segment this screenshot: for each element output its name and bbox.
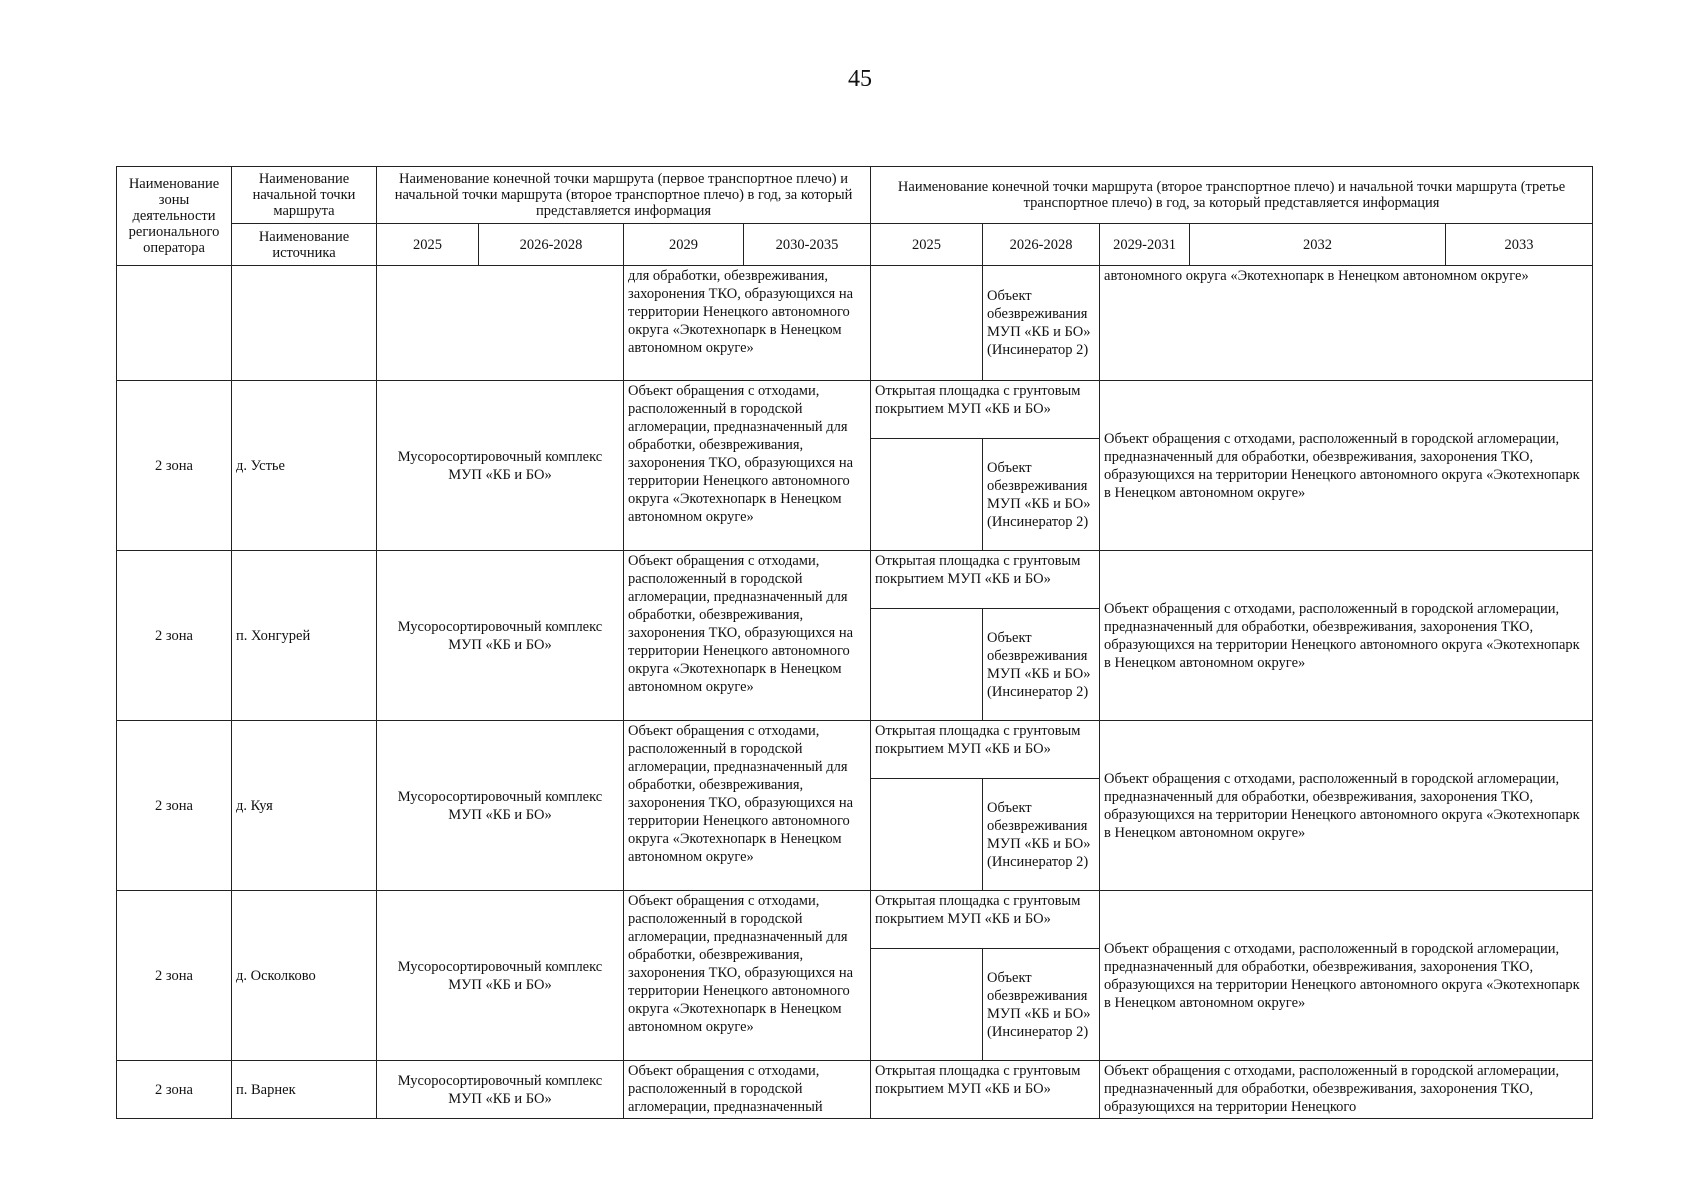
facility-cell: Объект обращения с отходами, расположенный в городской агломерации, предназначенный для обработки, обезвреживания, захоронения ТКО, образующихся на территории Ненецкого автономного округа «Экотехнопарк в Ненецком автономном округе»	[624, 381, 871, 551]
incinerator-cell: Объект обезвреживания МУП «КБ и БО» (Инсинератор 2)	[983, 609, 1100, 721]
incinerator-cell: Объект обезвреживания МУП «КБ и БО» (Инсинератор 2)	[983, 779, 1100, 891]
year-cell: 2026-2028	[479, 224, 624, 266]
page-number: 45	[848, 66, 872, 92]
source-cell: Мусоросортировочный комплекс МУП «КБ и БО»	[377, 551, 624, 721]
facility2-cell: Объект обращения с отходами, расположенный в городской агломерации, предназначенный для обработки, обезвреживания, захоронения ТКО, образующихся на территории Ненецкого автономного округа «Экотехнопарк в Ненецком автономном округе»	[1100, 721, 1593, 891]
table-row	[117, 381, 1593, 439]
zone-cell: 2 зона	[117, 721, 232, 891]
site-cell: Открытая площадка с грунтовым покрытием МУП «КБ и БО»	[871, 1061, 1100, 1119]
facility-cell: Объект обращения с отходами, расположенный в городской агломерации, предназначенный	[624, 1061, 871, 1119]
facility-cell: Объект обращения с отходами, расположенный в городской агломерации, предназначенный для обработки, обезвреживания, захоронения ТКО, образующихся на территории Ненецкого автономного округа «Экотехнопарк в Ненецком автономном округе»	[624, 551, 871, 721]
header-row-2	[117, 224, 1593, 266]
year-cell: 2029	[624, 224, 744, 266]
site-cell: Открытая площадка с грунтовым покрытием МУП «КБ и БО»	[871, 381, 1100, 439]
header-start-point: Наименование начальной точки маршрута	[232, 167, 377, 224]
facility-cell: Объект обращения с отходами, расположенный в городской агломерации, предназначенный для обработки, обезвреживания, захоронения ТКО, образующихся на территории Ненецкого автономного округа «Экотехнопарк в Ненецком автономном округе»	[624, 721, 871, 891]
facility-cell: Объект обращения с отходами, расположенный в городской агломерации, предназначенный для обработки, обезвреживания, захоронения ТКО, образующихся на территории Ненецкого автономного округа «Экотехнопарк в Ненецком автономном округе»	[624, 891, 871, 1061]
year-cell: 2025	[871, 224, 983, 266]
year-cell: 2032	[1190, 224, 1446, 266]
start-cell: д. Куя	[232, 721, 377, 891]
start-cell: д. Осколково	[232, 891, 377, 1061]
header-group-1: Наименование конечной точки маршрута (первое транспортное плечо) и начальной точки маршрута (второе транспортное плечо) в год, за который представляется информация	[377, 167, 871, 224]
facility2-cell: Объект обращения с отходами, расположенный в городской агломерации, предназначенный для обработки, обезвреживания, захоронения ТКО, образующихся на территории Ненецкого автономного округа «Экотехнопарк в Ненецком автономном округе»	[1100, 551, 1593, 721]
facility-cell: для обработки, обезвреживания, захоронения ТКО, образующихся на территории Ненецкого автономного округа «Экотехнопарк в Ненецком автономном округе»	[624, 266, 871, 381]
table-row-continued	[117, 266, 1593, 381]
facility2-cell: Объект обращения с отходами, расположенный в городской агломерации, предназначенный для обработки, обезвреживания, захоронения ТКО, образующихся на территории Ненецкого	[1100, 1061, 1593, 1119]
zone-cell: 2 зона	[117, 1061, 232, 1119]
header-group-2: Наименование конечной точки маршрута (второе транспортное плечо) и начальной точки маршрута (третье транспортное плечо) в год, за который представляется информация	[871, 167, 1593, 224]
facility2-cell: Объект обращения с отходами, расположенный в городской агломерации, предназначенный для обработки, обезвреживания, захоронения ТКО, образующихся на территории Ненецкого автономного округа «Экотехнопарк в Ненецком автономном округе»	[1100, 381, 1593, 551]
year-cell: 2026-2028	[983, 224, 1100, 266]
source-cell: Мусоросортировочный комплекс МУП «КБ и БО»	[377, 381, 624, 551]
table-row	[117, 1061, 1593, 1119]
site-cell: Открытая площадка с грунтовым покрытием МУП «КБ и БО»	[871, 551, 1100, 609]
table-row	[117, 891, 1593, 949]
year-cell: 2033	[1446, 224, 1593, 266]
site-cell: Открытая площадка с грунтовым покрытием МУП «КБ и БО»	[871, 891, 1100, 949]
zone-cell: 2 зона	[117, 551, 232, 721]
zone-cell: 2 зона	[117, 381, 232, 551]
source-cell: Мусоросортировочный комплекс МУП «КБ и БО»	[377, 721, 624, 891]
header-row-1	[117, 167, 1593, 224]
incinerator-cell: Объект обезвреживания МУП «КБ и БО» (Инсинератор 2)	[983, 949, 1100, 1061]
start-cell: д. Устье	[232, 381, 377, 551]
year-cell: 2030-2035	[744, 224, 871, 266]
zone-cell: 2 зона	[117, 891, 232, 1061]
table-row	[117, 721, 1593, 779]
incinerator-cell: Объект обезвреживания МУП «КБ и БО» (Инсинератор 2)	[983, 266, 1100, 381]
year-cell: 2025	[377, 224, 479, 266]
table-row	[117, 551, 1593, 609]
routes-table	[116, 166, 1593, 1119]
year-cell: 2029-2031	[1100, 224, 1190, 266]
header-zone: Наименование зоны деятельности регионального оператора	[117, 167, 232, 266]
start-cell: п. Варнек	[232, 1061, 377, 1119]
start-cell: п. Хонгурей	[232, 551, 377, 721]
header-source: Наименование источника	[232, 224, 377, 266]
facility2-cell: Объект обращения с отходами, расположенный в городской агломерации, предназначенный для обработки, обезвреживания, захоронения ТКО, образующихся на территории Ненецкого автономного округа «Экотехнопарк в Ненецком автономном округе»	[1100, 891, 1593, 1061]
source-cell: Мусоросортировочный комплекс МУП «КБ и БО»	[377, 891, 624, 1061]
facility2-cell: автономного округа «Экотехнопарк в Ненецком автономном округе»	[1100, 266, 1593, 381]
incinerator-cell: Объект обезвреживания МУП «КБ и БО» (Инсинератор 2)	[983, 439, 1100, 551]
site-cell: Открытая площадка с грунтовым покрытием МУП «КБ и БО»	[871, 721, 1100, 779]
source-cell: Мусоросортировочный комплекс МУП «КБ и БО»	[377, 1061, 624, 1119]
